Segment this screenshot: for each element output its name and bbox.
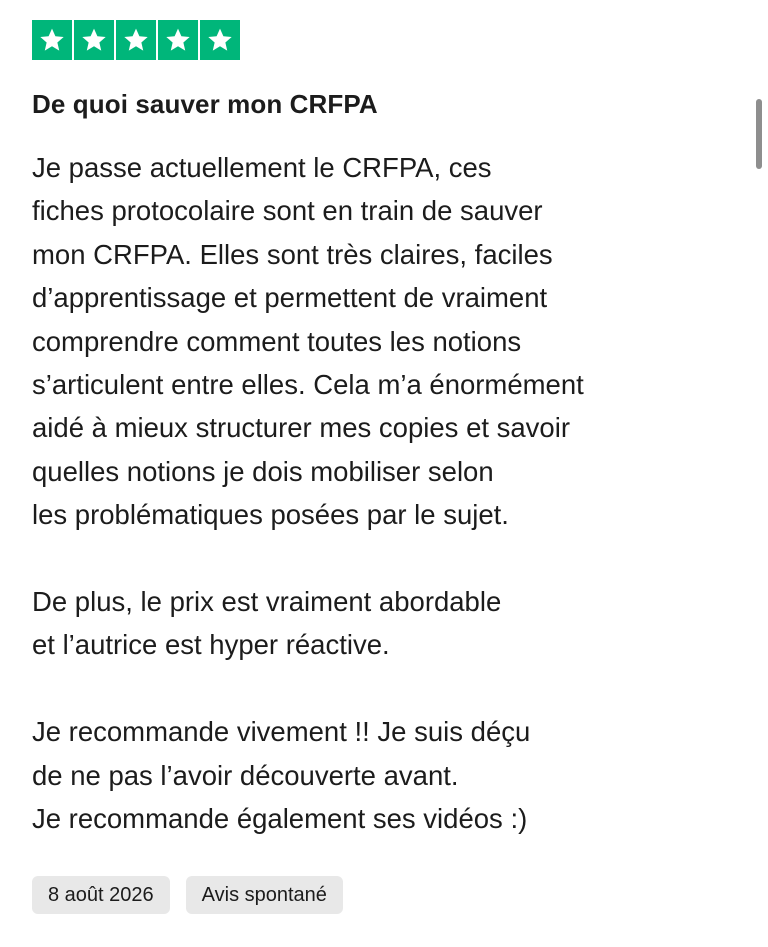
review-line: de ne pas l’avoir découverte avant. — [32, 759, 459, 791]
review-line: mon CRFPA. Elles sont très claires, faciles — [32, 238, 553, 270]
star-icon — [38, 26, 66, 54]
review-type-tag[interactable]: Avis spontané — [186, 876, 343, 914]
star-4 — [158, 20, 198, 60]
star-icon — [164, 26, 192, 54]
review-paragraph — [32, 580, 722, 667]
review-line: De plus, le prix est vraiment abordable — [32, 586, 502, 618]
review-title: De quoi sauver mon CRFPA — [32, 89, 378, 119]
star-icon — [206, 26, 234, 54]
review-card — [32, 20, 722, 840]
review-line: comprendre comment toutes les notions — [32, 325, 522, 357]
review-line: quelles notions je dois mobiliser selon — [32, 455, 494, 487]
review-line: s’articulent entre elles. Cela m’a énormément — [32, 369, 584, 401]
star-icon — [80, 26, 108, 54]
review-tags — [32, 876, 343, 914]
star-5 — [200, 20, 240, 60]
review-paragraph — [32, 146, 722, 537]
review-line: fiches protocolaire sont en train de sauver — [32, 195, 543, 227]
star-1 — [32, 20, 72, 60]
date-tag: 8 août 2026 — [32, 876, 170, 914]
star-2 — [74, 20, 114, 60]
star-rating — [32, 20, 722, 60]
star-icon — [122, 26, 150, 54]
review-paragraph — [32, 710, 722, 840]
scrollbar-thumb[interactable] — [756, 99, 762, 169]
review-line: les problématiques posées par le sujet. — [32, 499, 509, 531]
review-line: aidé à mieux structurer mes copies et savoir — [32, 412, 570, 444]
review-line: Je recommande également ses vidéos :) — [32, 803, 528, 835]
review-line: et l’autrice est hyper réactive. — [32, 629, 390, 661]
star-3 — [116, 20, 156, 60]
review-line: d’apprentissage et permettent de vraiment — [32, 282, 548, 314]
review-body — [32, 146, 722, 840]
review-line: Je passe actuellement le CRFPA, ces — [32, 152, 492, 183]
review-line: Je recommande vivement !! Je suis déçu — [32, 716, 531, 748]
